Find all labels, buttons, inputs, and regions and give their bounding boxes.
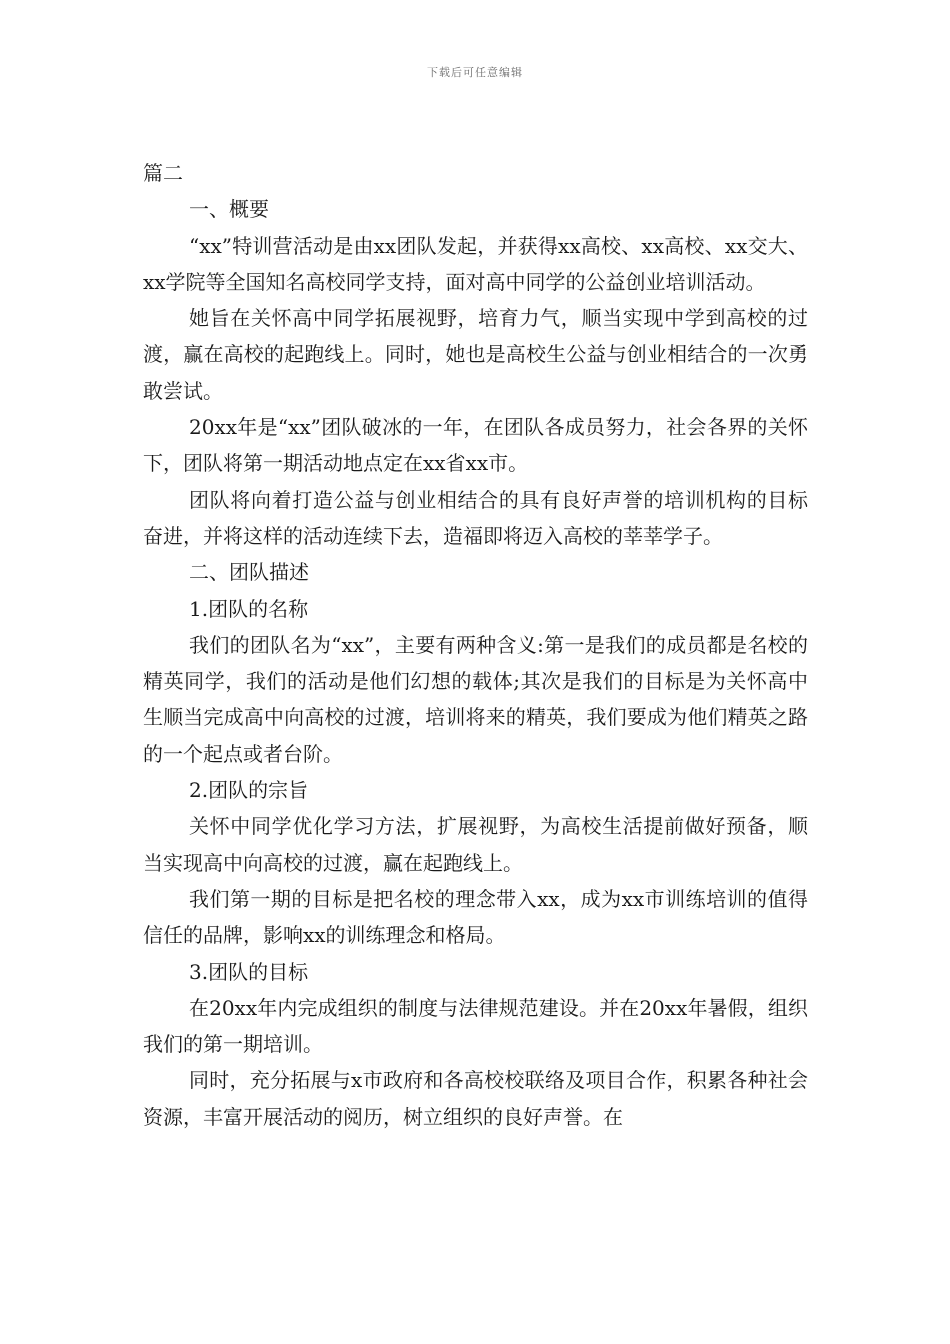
document-body — [143, 155, 808, 1135]
paragraph: 她旨在关怀高中同学拓展视野，培育力气，顺当实现中学到高校的过渡，赢在高校的起跑线上。同时，她也是高校生公益与创业相结合的一次勇敢尝试。 — [143, 306, 808, 403]
page-header: 下载后可任意编辑 — [427, 66, 523, 79]
paragraph: 在20xx年内完成组织的制度与法律规范建设。并在20xx年暑假，组织我们的第一期培训。 — [143, 995, 808, 1057]
subheading-team-goal: 3.团队的目标 — [189, 959, 309, 984]
paragraph: 关怀中同学优化学习方法，扩展视野，为高校生活提前做好预备，顺当实现高中向高校的过渡，赢在起跑线上。 — [143, 814, 808, 875]
paragraph: 团队将向着打造公益与创业相结合的具有良好声誉的培训机构的目标奋进，并将这样的活动连续下去，造福即将迈入高校的莘莘学子。 — [143, 487, 808, 548]
subheading-team-purpose: 2.团队的宗旨 — [189, 778, 309, 803]
subheading-team-name: 1.团队的名称 — [189, 596, 309, 621]
heading-team-description: 二、团队描述 — [189, 560, 309, 585]
section-title: 篇二 — [143, 161, 183, 185]
heading-overview: 一、概要 — [189, 197, 269, 222]
paragraph: 我们第一期的目标是把名校的理念带入xx，成为xx市训练培训的值得信任的品牌，影响xx的训练理念和格局。 — [143, 886, 808, 948]
paragraph: 20xx年是“xx”团队破冰的一年，在团队各成员努力，社会各界的关怀下，团队将第一期活动地点定在xx省xx市。 — [143, 415, 808, 476]
paragraph: 我们的团队名为“xx”，主要有两种含义:第一是我们的成员都是名校的精英同学，我们的活动是他们幻想的载体;其次是我们的目标是为关怀高中生顺当完成高中向高校的过渡，培训将来的精英，我们要成为他们精英之路的一个起点或者台阶。 — [143, 632, 808, 766]
paragraph: “xx”特训营活动是由xx团队发起，并获得xx高校、xx高校、xx交大、xx学院等全国知名高校同学支持，面对高中同学的公益创业培训活动。 — [143, 233, 808, 294]
paragraph: 同时，充分拓展与x市政府和各高校校联络及项目合作，积累各种社会资源，丰富开展活动的阅历，树立组织的良好声誉。在 — [143, 1068, 808, 1129]
